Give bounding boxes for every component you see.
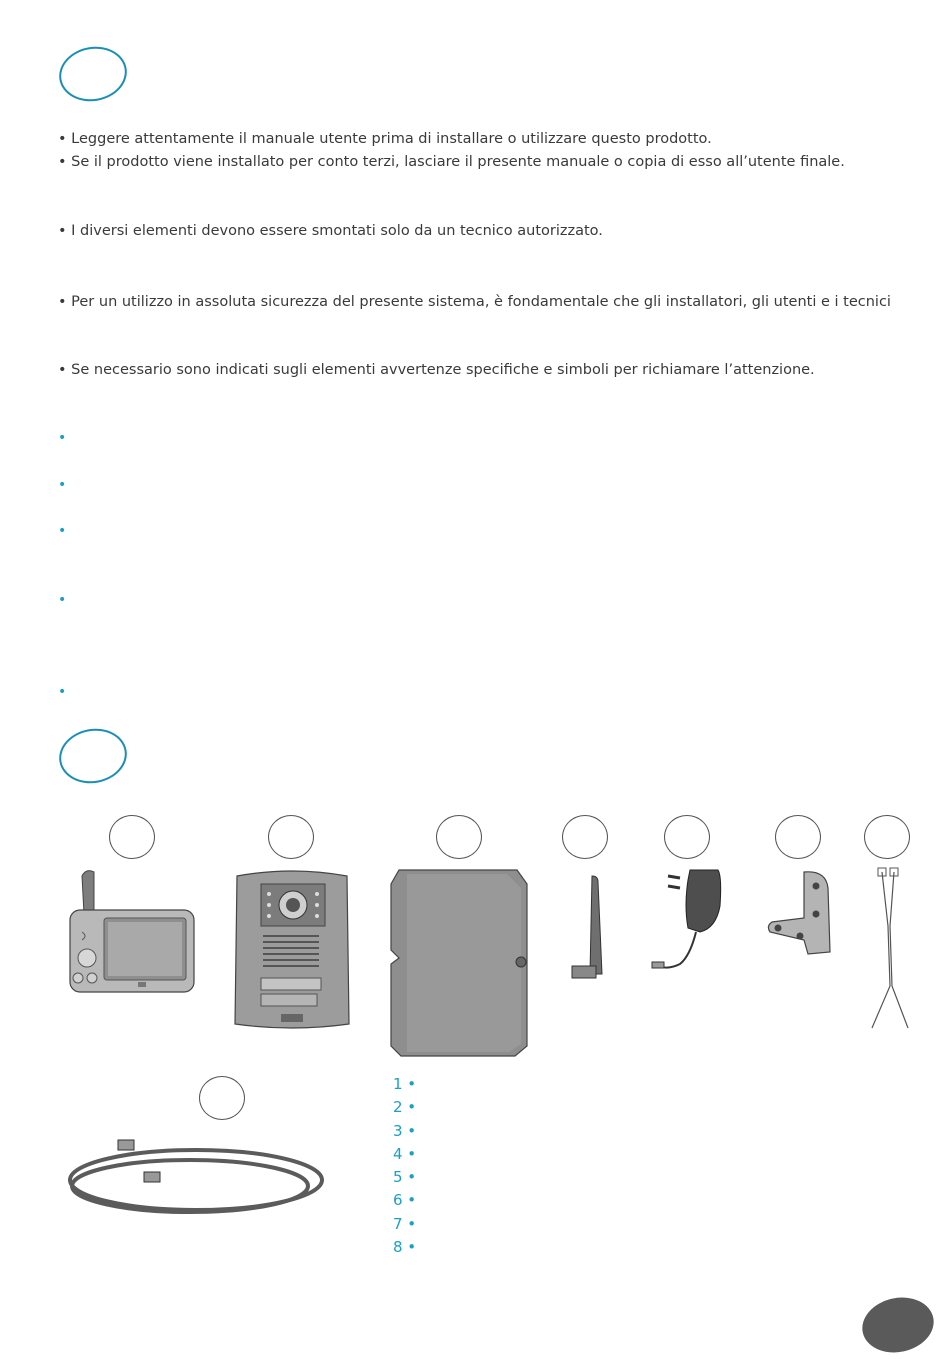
section-badge-kit xyxy=(55,724,131,789)
kit-list-item: 7 • xyxy=(393,1214,417,1233)
power-adapter-illustration xyxy=(650,866,726,978)
intro-line-3: • I diversi elementi devono essere smontati solo da un tecnico autorizzato. xyxy=(58,223,603,239)
item-circle-8 xyxy=(199,1076,245,1120)
intro-line-4: • Per un utilizzo in assoluta sicurezza del presente sistema, è fondamentale che gli installatori, gli utenti e i tecnici xyxy=(58,294,891,310)
page-number-badge xyxy=(857,1291,939,1359)
kit-list-item: 5 • xyxy=(393,1168,417,1187)
blue-bullet-2: • xyxy=(58,477,67,493)
blue-bullet-3: • xyxy=(58,523,67,539)
item-circle-7 xyxy=(864,815,910,859)
wall-plate-illustration xyxy=(387,866,531,1058)
blue-bullet-4: • xyxy=(58,592,67,608)
kit-list-item: 3 • xyxy=(393,1121,417,1140)
item-circle-5 xyxy=(664,815,710,859)
kit-list-item: 4 • xyxy=(393,1144,417,1163)
coax-cable-illustration xyxy=(68,1136,330,1220)
section-badge-safety xyxy=(55,42,131,107)
blue-bullet-5: • xyxy=(58,684,67,700)
kit-list-item: 2 • xyxy=(393,1098,417,1117)
kit-list-item: 1 • xyxy=(393,1075,417,1093)
l-bracket-illustration xyxy=(764,868,834,958)
intro-line-5: • Se necessario sono indicati sugli elementi avvertenze specifiche e simboli per richiamare l’attenzione. xyxy=(58,362,815,378)
kit-list-item: 6 • xyxy=(393,1191,417,1210)
item-circle-3 xyxy=(436,815,482,859)
item-circle-1 xyxy=(109,815,155,859)
kit-list-item: 8 • xyxy=(393,1238,417,1257)
outdoor-panel-illustration xyxy=(233,870,351,1030)
item-circle-4 xyxy=(562,815,608,859)
intro-line-2: • Se il prodotto viene installato per conto terzi, lasciare il presente manuale o copia di esso all’utente finale. xyxy=(58,154,845,170)
item-circle-6 xyxy=(775,815,821,859)
monitor-illustration xyxy=(68,866,196,996)
wire-illustration xyxy=(866,866,914,1034)
kit-list xyxy=(393,1073,416,1259)
item-circle-2 xyxy=(268,815,314,859)
blue-bullet-1: • xyxy=(58,430,67,446)
intro-line-1: • Leggere attentamente il manuale utente prima di installare o utilizzare questo prodotto. xyxy=(58,131,712,147)
antenna-illustration xyxy=(568,874,608,982)
